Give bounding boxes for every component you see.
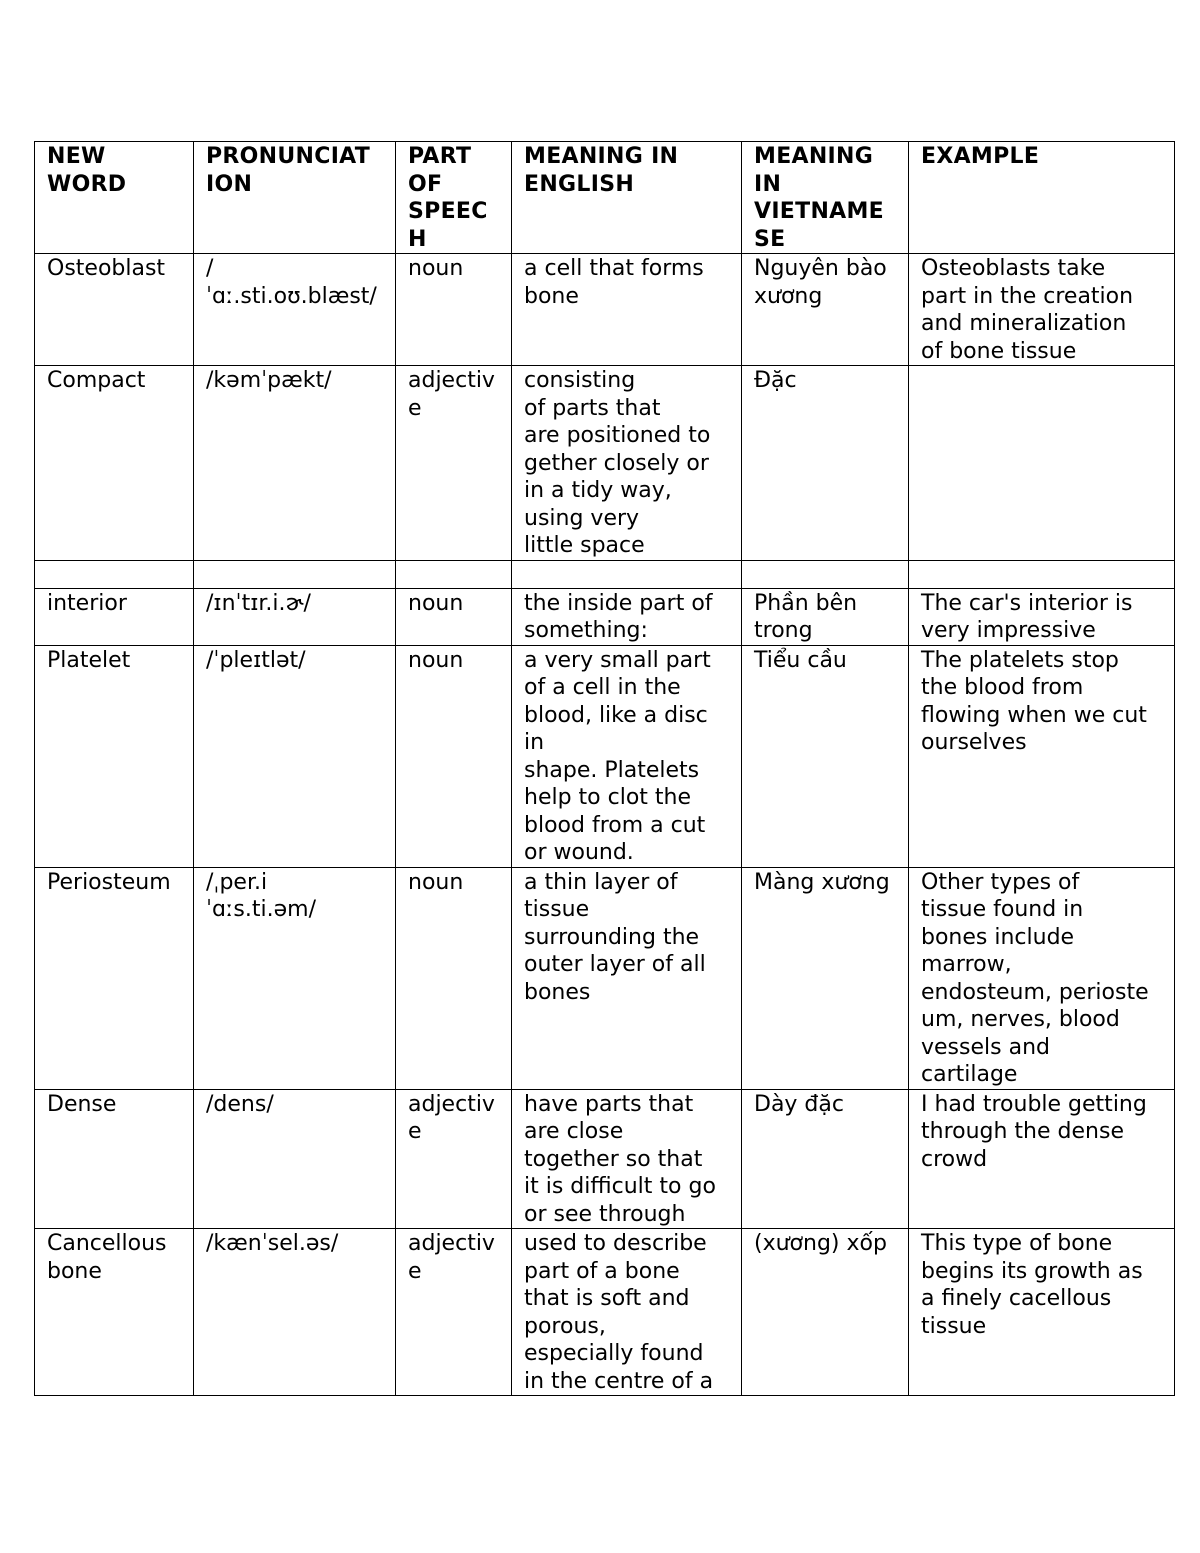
vocabulary-table [34, 141, 1175, 1396]
meaning-english-cell: the inside part of something: [512, 588, 742, 645]
word-cell: Platelet [35, 645, 194, 867]
table-row [35, 1229, 1175, 1396]
table-row [35, 588, 1175, 645]
table-row-empty [35, 560, 1175, 588]
word-cell: Dense [35, 1089, 194, 1229]
meaning-english-cell: used to describe part of a bone that is soft and porous, especially found in the centre of a [512, 1229, 742, 1396]
word-cell: Compact [35, 366, 194, 561]
example-cell: The car's interior is very impressive [909, 588, 1175, 645]
pronunciation-cell: /kəmˈpækt/ [194, 366, 396, 561]
header-meaning-vietnamese: MEANING IN VIETNAME SE [742, 142, 909, 254]
example-cell: This type of bone begins its growth as a finely cacellous tissue [909, 1229, 1175, 1396]
word-cell: interior [35, 588, 194, 645]
meaning-vietnamese-cell: Dày đặc [742, 1089, 909, 1229]
word-cell: Periosteum [35, 867, 194, 1089]
part-of-speech-cell: noun [396, 254, 512, 366]
part-of-speech-cell: noun [396, 588, 512, 645]
meaning-english-cell: a thin layer of tissue surrounding the outer layer of all bones [512, 867, 742, 1089]
table-row [35, 645, 1175, 867]
meaning-english-cell: a cell that forms bone [512, 254, 742, 366]
meaning-vietnamese-cell: Đặc [742, 366, 909, 561]
example-cell [909, 366, 1175, 561]
word-cell: Cancellous bone [35, 1229, 194, 1396]
pronunciation-cell: /ˌper.i ˈɑːs.ti.əm/ [194, 867, 396, 1089]
part-of-speech-cell: adjectiv e [396, 366, 512, 561]
pronunciation-cell: /ˈpleɪtlət/ [194, 645, 396, 867]
meaning-vietnamese-cell: (xương) xốp [742, 1229, 909, 1396]
meaning-english-cell: have parts that are close together so that it is difficult to go or see through [512, 1089, 742, 1229]
part-of-speech-cell: noun [396, 867, 512, 1089]
meaning-vietnamese-cell: Tiểu cầu [742, 645, 909, 867]
table-header-row [35, 142, 1175, 254]
table-row [35, 867, 1175, 1089]
word-cell: Osteoblast [35, 254, 194, 366]
header-new-word: NEW WORD [35, 142, 194, 254]
part-of-speech-cell: noun [396, 645, 512, 867]
table-row [35, 1089, 1175, 1229]
pronunciation-cell [194, 560, 396, 588]
pronunciation-cell: / ˈɑː.sti.oʊ.blæst/ [194, 254, 396, 366]
meaning-english-cell [512, 560, 742, 588]
table-row [35, 366, 1175, 561]
header-part-of-speech: PART OF SPEEC H [396, 142, 512, 254]
header-example: EXAMPLE [909, 142, 1175, 254]
part-of-speech-cell [396, 560, 512, 588]
pronunciation-cell: /kænˈsel.əs/ [194, 1229, 396, 1396]
meaning-english-cell: consisting of parts that are positioned to gether closely or in a tidy way, using very little space [512, 366, 742, 561]
example-cell: The platelets stop the blood from flowing when we cut ourselves [909, 645, 1175, 867]
pronunciation-cell: /ɪnˈtɪr.i.ɚ/ [194, 588, 396, 645]
meaning-english-cell: a very small part of a cell in the blood, like a disc in shape. Platelets help to clot the blood from a cut or wound. [512, 645, 742, 867]
meaning-vietnamese-cell [742, 560, 909, 588]
example-cell: I had trouble getting through the dense crowd [909, 1089, 1175, 1229]
example-cell: Osteoblasts take part in the creation and mineralization of bone tissue [909, 254, 1175, 366]
meaning-vietnamese-cell: Nguyên bào xương [742, 254, 909, 366]
table-row [35, 254, 1175, 366]
example-cell [909, 560, 1175, 588]
meaning-vietnamese-cell: Màng xương [742, 867, 909, 1089]
part-of-speech-cell: adjectiv e [396, 1089, 512, 1229]
meaning-vietnamese-cell: Phần bên trong [742, 588, 909, 645]
pronunciation-cell: /dens/ [194, 1089, 396, 1229]
word-cell [35, 560, 194, 588]
part-of-speech-cell: adjectiv e [396, 1229, 512, 1396]
header-pronunciation: PRONUNCIAT ION [194, 142, 396, 254]
example-cell: Other types of tissue found in bones include marrow, endosteum, perioste um, nerves, blood vessels and cartilage [909, 867, 1175, 1089]
header-meaning-english: MEANING IN ENGLISH [512, 142, 742, 254]
